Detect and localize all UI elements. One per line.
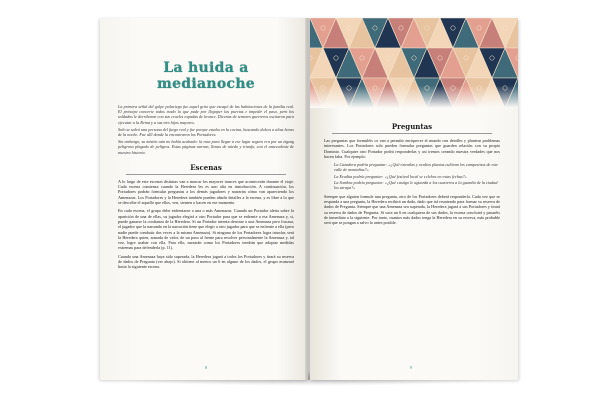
chapter-intro — [118, 104, 294, 155]
chapter-title: La huida a medianoche — [156, 60, 256, 92]
intro-paragraph: La primera señal del golpe palaciego fue aquel grito que escapó de las habitaciones de la familia real. El principe concerte todos trado la que pude por llegaper las puertas e impedir el paso, pero los soldados le derribaron con sus crueles espadas de bronce. Dicenas de temores guerreros oscitaron para ejecutar a la Reina y a sus tres hijos mayores. — [118, 104, 294, 125]
left-body-text — [118, 179, 294, 270]
example-question: La Erudita podría preguntar: «¿Qué festival local se celebra en estas fechas?» — [334, 173, 467, 179]
page-number-left: 8 — [205, 365, 207, 370]
body-paragraph: Las preguntas que formuléis os van a permitir enriquecer el mundo con detalles y plantear problemas interesantes. Los Portadores solo pueden formular preguntas que guarden relación con su propio Dominio. Cualquier otro Portador podrá responderlas y así iremos creando nuestra verdades que nos hacen falta. Por ejemplo: — [324, 138, 500, 159]
page-number-right: 9 — [410, 365, 412, 370]
body-paragraph: Cuando una Amenaza haya sido superada, la Heredera jugará a todos los Portadores y tirará su reserva de dados de Pregunta (ver abajo). Si obtiene al menos un 6 en alguno de los dados, el grupo avanzará hasta la siguiente escena. — [118, 253, 294, 270]
right-body-text-bottom — [324, 194, 500, 226]
section-title-preguntas: Preguntas — [391, 122, 433, 131]
right-body-text-top — [324, 138, 500, 159]
section-title-escenas: Escenas — [190, 162, 222, 172]
body-paragraph: En cada escena, el grupo debe enfrentarse a una o más Amenazas. Cuando un Portador alerta sobre la aparición de una de ellas, su jugador elegirá a otro Portador para que se enfrente a esa Amenaza y, si, puede ganarse la confianza de la Heredera. Si un Portador intenta derrotar a una Amenaza pero fracasa, el jugador que la narrando en la narración tiene que elegir a otro jugador para que se enfrente a ella (pero nadie puede combatir dos veces a la misma Amenaza). Si ninguno de los Portadores logra triunfar, será la Heredera quien, armada de valor, de un paso al frente para resolver personalmente la Amenaza y, tal vez, logre acabar con ella. Para ello, narrarán como los Portadores tendrán que adoptar medidas extremas para defenderla (p. 11). — [118, 208, 294, 251]
left-page — [100, 18, 308, 380]
open-book — [100, 18, 518, 380]
example-question: La Sombra podría preguntar: «¿Qué castigo le aguarda a los cuatreros a la guardia de la ciudad los atrapa?» — [334, 180, 498, 191]
ornate-triangle-pattern-icon — [310, 18, 518, 108]
body-paragraph: A lo largo de este escenas distintas van a marcar los mayores trances que acontecerán durante el viaje. Cada escena comienza cuando la Heredera les es uno alta en introducción. A continuación, los Portadores podrán formular preguntas a los demás jugadores y narrarán cómo van apareciendo los Amenazas. Los Portadores y la Heredera también pueden añadir detalles a la escena, y es libre a lo que se describe el aquello que ellos, ven, sienten o hacen en ese momento. — [118, 178, 294, 206]
right-page — [310, 18, 518, 380]
section-divider — [332, 133, 492, 134]
example-question: La Cazadora podría preguntar: «¿Qué extrañas y ocultos plantas cultivan los campesinos de este valle de montañas?» — [334, 162, 498, 173]
intro-paragraph: Sin embargo, su misión aún no había acabado: la ruta para llegar a ese lugar seguro era por un zigzag peligroso plagado de peligros. Estas páginas narran, llenas de miedo y triunfo, con el antecedente de nuestra historia. — [118, 139, 294, 155]
body-paragraph: Siempre que alguien formule una pregunta, otro de los Portadores deberá responderla. Cada vez que se responda a una pregunta, la Heredera recibirá un dado, dado que irá reuniendo para formar su reserva de dados de Pregunta. Siempre que una Amenaza sea superada, la Heredera jugará a sus Portadores y tirará su reserva de dados de Pregunta. Si saca un 6 en cualquiera de sus dados, la escena concluirá y pasaréis de inmediato a la siguiente. Por tanto, cuantos más dados tenga la Heredera en su reserva, más probable será que se pongan a salvo lo antes posible. — [324, 193, 500, 226]
example-questions — [334, 162, 500, 190]
intro-paragraph: Solo se salvó una persona del fuego real y fue porque estaba en la cocina, buscando dulces a altas horas de la noche. Fue allí donde la encontraron los Portadores. — [118, 126, 295, 138]
section-divider — [126, 174, 286, 175]
